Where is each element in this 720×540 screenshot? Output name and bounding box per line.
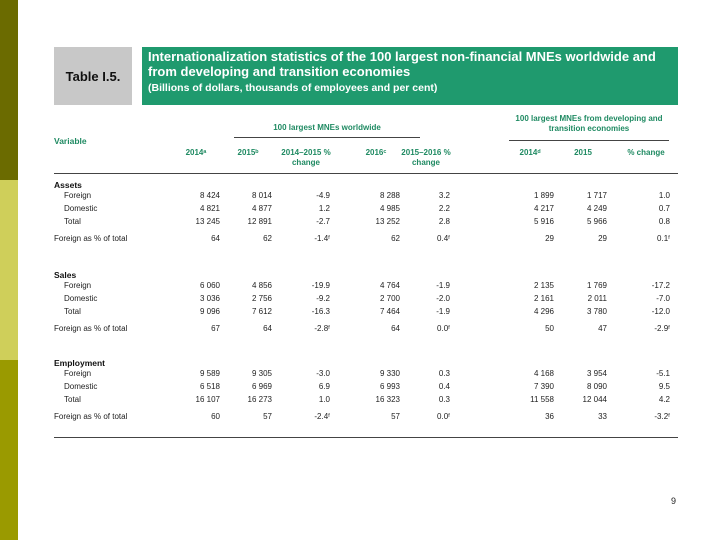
table-cell: 3 036 <box>199 294 220 303</box>
col-2016-header: 2016ᶜ <box>365 148 387 157</box>
table-header <box>54 47 678 105</box>
table-bottom-rule <box>54 437 678 438</box>
table-cell: -5.1 <box>656 369 670 378</box>
table-cell: 62 <box>391 234 400 243</box>
table-cell: 8 090 <box>586 382 607 391</box>
table-cell: 4.2 <box>658 395 670 404</box>
table-title: Internationalization statistics of the 100 largest non-financial MNEs worldwide and from developing and transition economies <box>148 49 656 79</box>
row-label: Foreign as % of total <box>54 412 128 421</box>
row-label: Foreign as % of total <box>54 234 128 243</box>
table-cell: 2 700 <box>379 294 400 303</box>
table-cell: 0.3 <box>438 395 450 404</box>
table-cell: 3.2 <box>438 191 450 200</box>
table-cell: 8 288 <box>379 191 400 200</box>
table-cell: 62 <box>263 234 272 243</box>
table-cell: 8 014 <box>251 191 272 200</box>
table-cell: 64 <box>263 324 272 333</box>
table-cell: 0.1ᶠ <box>657 234 670 243</box>
table-cell: -1.9 <box>436 281 450 290</box>
table-cell: 0.7 <box>658 204 670 213</box>
table-cell: 6 969 <box>251 382 272 391</box>
table-cell: 0.8 <box>658 217 670 226</box>
table-cell: 2 135 <box>533 281 554 290</box>
table-cell: -9.2 <box>316 294 330 303</box>
group-rule-worldwide <box>234 137 420 138</box>
table-cell: 13 252 <box>375 217 400 226</box>
group-rule-developing <box>509 140 669 141</box>
table-cell: 9.5 <box>658 382 670 391</box>
table-cell: 1 717 <box>586 191 607 200</box>
row-label: Foreign <box>64 369 92 378</box>
row-label: Total <box>64 395 81 404</box>
row-label: Total <box>64 307 81 316</box>
table-cell: 0.4ᶠ <box>437 234 450 243</box>
section-title-employment: Employment <box>54 358 106 368</box>
table-cell: 64 <box>391 324 400 333</box>
table-cell: 4 217 <box>533 204 554 213</box>
col-2014-2015-change-header: 2014–2015 % change <box>281 148 331 167</box>
table-cell: 9 589 <box>199 369 220 378</box>
table-cell: -17.2 <box>651 281 670 290</box>
table-cell: 2.2 <box>438 204 450 213</box>
table-cell: -3.2ᶠ <box>654 412 670 421</box>
table-cell: 4 985 <box>379 204 400 213</box>
table-cell: 4 856 <box>251 281 272 290</box>
table-cell: 16 107 <box>195 395 220 404</box>
col-2015-2016-change-header: 2015–2016 % change <box>401 148 451 167</box>
table-cell: -2.8ᶠ <box>314 324 330 333</box>
table-label: Table I.5. <box>54 47 132 105</box>
table-cell: 2 011 <box>587 294 607 303</box>
section-title-sales: Sales <box>54 270 77 280</box>
table-cell: 60 <box>211 412 220 421</box>
col-2014-header: 2014ᵃ <box>185 148 207 157</box>
table-cell: 5 966 <box>586 217 607 226</box>
table-cell: 8 424 <box>199 191 220 200</box>
row-label: Domestic <box>64 382 98 391</box>
header-bottom-rule <box>54 173 678 174</box>
table-cell: 2 161 <box>533 294 554 303</box>
table-cell: -2.4ᶠ <box>314 412 330 421</box>
table-cell: -2.7 <box>316 217 330 226</box>
table-cell: 50 <box>545 324 554 333</box>
col-dev-2015-header: 2015 <box>574 148 592 157</box>
row-label: Total <box>64 217 81 226</box>
group-header-developing: 100 largest MNEs from developing and transition economies <box>515 114 663 133</box>
table-cell: 6.9 <box>318 382 330 391</box>
table-cell: 2 756 <box>251 294 272 303</box>
table-cell: -7.0 <box>656 294 670 303</box>
table-cell: 7 390 <box>533 382 554 391</box>
table-cell: 0.0ᶠ <box>437 412 450 421</box>
table-cell: 16 273 <box>247 395 272 404</box>
table-cell: 4 877 <box>251 204 272 213</box>
table-cell: 5 916 <box>533 217 554 226</box>
table-cell: 0.0ᶠ <box>437 324 450 333</box>
table-cell: 67 <box>211 324 220 333</box>
table-cell: 57 <box>263 412 272 421</box>
table-cell: 29 <box>545 234 554 243</box>
table-cell: 0.4 <box>438 382 450 391</box>
table-cell: 11 558 <box>530 395 554 404</box>
table-cell: 9 096 <box>199 307 220 316</box>
table-cell: 57 <box>391 412 400 421</box>
table-cell: 64 <box>211 234 220 243</box>
col-dev-2014-header: 2014ᵈ <box>519 148 541 157</box>
table-cell: 7 612 <box>251 307 272 316</box>
row-label: Foreign <box>64 191 92 200</box>
col-2015-header: 2015ᵇ <box>237 148 259 157</box>
table-cell: -4.9 <box>316 191 330 200</box>
table-cell: 6 518 <box>199 382 220 391</box>
table-cell: 1.0 <box>318 395 330 404</box>
table-cell: 36 <box>545 412 554 421</box>
slide-side-band-middle <box>0 180 18 360</box>
table-cell: -19.9 <box>311 281 330 290</box>
table-cell: -1.4ᶠ <box>314 234 330 243</box>
table-cell: 6 060 <box>199 281 220 290</box>
row-label: Foreign as % of total <box>54 324 128 333</box>
table-cell: 12 891 <box>247 217 272 226</box>
table-cell: -2.0 <box>436 294 450 303</box>
row-label: Foreign <box>64 281 92 290</box>
table-cell: -12.0 <box>651 307 670 316</box>
table-cell: 1.2 <box>318 204 330 213</box>
table-title-box <box>142 47 678 105</box>
table-cell: 0.3 <box>438 369 450 378</box>
row-label: Domestic <box>64 204 98 213</box>
table-cell: 47 <box>598 324 607 333</box>
table-cell: 4 168 <box>533 369 554 378</box>
table-cell: 7 464 <box>379 307 400 316</box>
table-cell: 29 <box>598 234 607 243</box>
table-cell: 9 330 <box>379 369 400 378</box>
row-label: Domestic <box>64 294 98 303</box>
table-cell: 13 245 <box>195 217 220 226</box>
section-title-assets: Assets <box>54 180 82 190</box>
table-subtitle: (Billions of dollars, thousands of employees and per cent) <box>148 82 438 94</box>
slide-side-band-bottom <box>0 360 18 540</box>
table-cell: -2.9ᶠ <box>654 324 670 333</box>
table-cell: 4 821 <box>199 204 220 213</box>
table-cell: 3 954 <box>586 369 607 378</box>
group-header-worldwide: 100 largest MNEs worldwide <box>273 123 381 132</box>
variable-header: Variable <box>54 136 87 146</box>
table-cell: 1 769 <box>586 281 607 290</box>
col-dev-change-header: % change <box>627 148 665 157</box>
table-cell: 3 780 <box>586 307 607 316</box>
table-cell: 12 044 <box>582 395 607 404</box>
page-number: 9 <box>670 496 676 506</box>
table-cell: 6 993 <box>379 382 400 391</box>
slide-side-band-top <box>0 0 18 180</box>
table-cell: 33 <box>598 412 607 421</box>
table-cell: 9 305 <box>251 369 272 378</box>
table-cell: 2.8 <box>438 217 450 226</box>
table-cell: -3.0 <box>316 369 330 378</box>
table-cell: 16 323 <box>375 395 400 404</box>
table-cell: 1 899 <box>533 191 554 200</box>
table-cell: 4 249 <box>586 204 607 213</box>
table-cell: 1.0 <box>658 191 670 200</box>
table-cell: 4 764 <box>379 281 400 290</box>
table-cell: -1.9 <box>436 307 450 316</box>
table-cell: 4 296 <box>533 307 554 316</box>
statistics-table <box>54 110 678 440</box>
table-cell: -16.3 <box>311 307 330 316</box>
